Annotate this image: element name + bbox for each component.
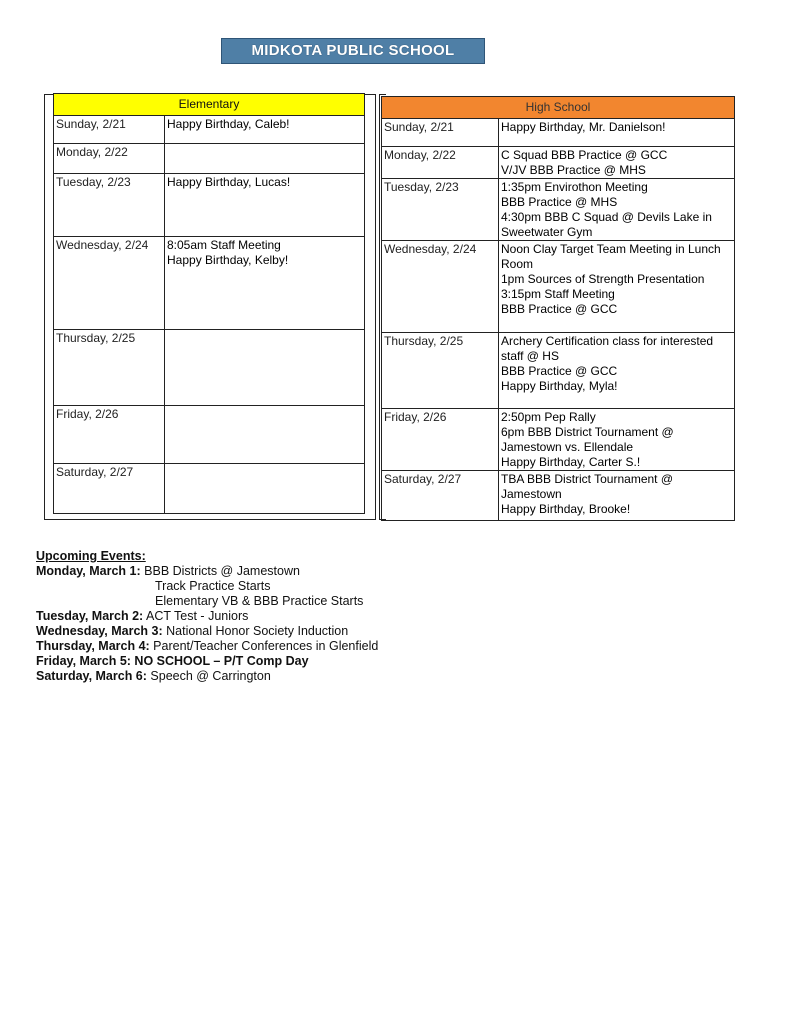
elementary-events-cell [165, 174, 365, 237]
upcoming-events-list [36, 564, 636, 684]
upcoming-event-row [36, 669, 636, 684]
elementary-event: Happy Birthday, Lucas! [167, 175, 291, 189]
high-school-header: High School [382, 97, 735, 119]
elementary-event: Happy Birthday, Kelby! [167, 253, 289, 267]
elementary-events-cell [165, 330, 365, 406]
high-school-event: 1:35pm Envirothon Meeting [501, 180, 648, 194]
high-school-day-cell: Wednesday, 2/24 [382, 241, 499, 333]
upcoming-event-text: Speech @ Carrington [150, 669, 271, 683]
high-school-event: Noon Clay Target Team Meeting in Lunch Room [501, 242, 721, 271]
upcoming-event-row [36, 564, 636, 579]
upcoming-event-text: Elementary VB & BBB Practice Starts [155, 594, 364, 608]
high-school-day-cell: Saturday, 2/27 [382, 471, 499, 521]
elementary-day-cell: Wednesday, 2/24 [54, 237, 165, 330]
elementary-day-cell: Friday, 2/26 [54, 406, 165, 464]
high-school-event: 2:50pm Pep Rally [501, 410, 596, 424]
upcoming-event-date: Monday, March 1: [36, 564, 141, 578]
high-school-event: BBB Practice @ MHS [501, 195, 618, 209]
upcoming-events-heading: Upcoming Events: [36, 549, 146, 563]
high-school-day-cell: Monday, 2/22 [382, 147, 499, 179]
elementary-day-cell: Thursday, 2/25 [54, 330, 165, 406]
elementary-row [54, 464, 365, 514]
upcoming-event-text: ACT Test - Juniors [146, 609, 249, 623]
high-school-row [382, 333, 735, 409]
high-school-events-cell [499, 147, 735, 179]
elementary-day-cell: Saturday, 2/27 [54, 464, 165, 514]
high-school-events-cell [499, 119, 735, 147]
high-school-event: BBB Practice @ GCC [501, 302, 618, 316]
upcoming-event-row [36, 609, 636, 624]
upcoming-event-date: Thursday, March 4: [36, 639, 150, 653]
upcoming-event-text: BBB Districts @ Jamestown [144, 564, 300, 578]
upcoming-event-date: Saturday, March 6: [36, 669, 147, 683]
upcoming-event-row [36, 579, 636, 594]
high-school-event: 6pm BBB District Tournament @ Jamestown vs. Ellendale [501, 425, 674, 454]
high-school-event: 4:30pm BBB C Squad @ Devils Lake in Sweetwater Gym [501, 210, 712, 239]
high-school-row [382, 409, 735, 471]
high-school-row [382, 147, 735, 179]
elementary-row [54, 330, 365, 406]
elementary-row [54, 406, 365, 464]
high-school-events-cell [499, 241, 735, 333]
high-school-day-cell: Tuesday, 2/23 [382, 179, 499, 241]
high-school-row [382, 179, 735, 241]
high-school-schedule-table [381, 96, 735, 521]
elementary-row [54, 174, 365, 237]
high-school-events-cell [499, 471, 735, 521]
high-school-day-cell: Thursday, 2/25 [382, 333, 499, 409]
high-school-event: TBA BBB District Tournament @ Jamestown [501, 472, 674, 501]
elementary-event: Happy Birthday, Caleb! [167, 117, 290, 131]
elementary-events-cell [165, 464, 365, 514]
high-school-event: V/JV BBB Practice @ MHS [501, 163, 646, 177]
elementary-events-cell [165, 406, 365, 464]
elementary-events-cell [165, 144, 365, 174]
elementary-day-cell: Monday, 2/22 [54, 144, 165, 174]
elementary-schedule-table [53, 93, 365, 514]
high-school-event: C Squad BBB Practice @ GCC [501, 148, 668, 162]
high-school-event: 3:15pm Staff Meeting [501, 287, 615, 301]
high-school-events-cell [499, 333, 735, 409]
upcoming-event-text: NO SCHOOL – P/T Comp Day [134, 654, 309, 668]
high-school-events-cell [499, 179, 735, 241]
high-school-day-cell: Friday, 2/26 [382, 409, 499, 471]
elementary-row [54, 116, 365, 144]
upcoming-event-row [36, 624, 636, 639]
high-school-row [382, 241, 735, 333]
high-school-event: 1pm Sources of Strength Presentation [501, 272, 705, 286]
high-school-row [382, 471, 735, 521]
upcoming-events [36, 549, 636, 684]
upcoming-event-row [36, 654, 636, 669]
upcoming-event-date: Tuesday, March 2: [36, 609, 144, 623]
upcoming-event-text: Track Practice Starts [155, 579, 271, 593]
upcoming-event-text: Parent/Teacher Conferences in Glenfield [153, 639, 379, 653]
high-school-event: Happy Birthday, Brooke! [501, 502, 631, 516]
elementary-day-cell: Sunday, 2/21 [54, 116, 165, 144]
elementary-day-cell: Tuesday, 2/23 [54, 174, 165, 237]
upcoming-event-text: National Honor Society Induction [166, 624, 349, 638]
elementary-event: 8:05am Staff Meeting [167, 238, 281, 252]
upcoming-event-row [36, 594, 636, 609]
elementary-row [54, 237, 365, 330]
high-school-row [382, 119, 735, 147]
upcoming-event-row [36, 639, 636, 654]
elementary-header: Elementary [54, 94, 365, 116]
high-school-event: BBB Practice @ GCC [501, 364, 618, 378]
upcoming-event-date: Wednesday, March 3: [36, 624, 163, 638]
high-school-event: Happy Birthday, Myla! [501, 379, 618, 393]
upcoming-event-date: Friday, March 5: [36, 654, 131, 668]
high-school-event: Happy Birthday, Carter S.! [501, 455, 641, 469]
elementary-events-cell [165, 237, 365, 330]
high-school-event: Happy Birthday, Mr. Danielson! [501, 120, 666, 134]
elementary-events-cell [165, 116, 365, 144]
high-school-events-cell [499, 409, 735, 471]
high-school-event: Archery Certification class for interested staff @ HS [501, 334, 714, 363]
elementary-row [54, 144, 365, 174]
school-title-banner: MIDKOTA PUBLIC SCHOOL [221, 38, 485, 64]
high-school-day-cell: Sunday, 2/21 [382, 119, 499, 147]
